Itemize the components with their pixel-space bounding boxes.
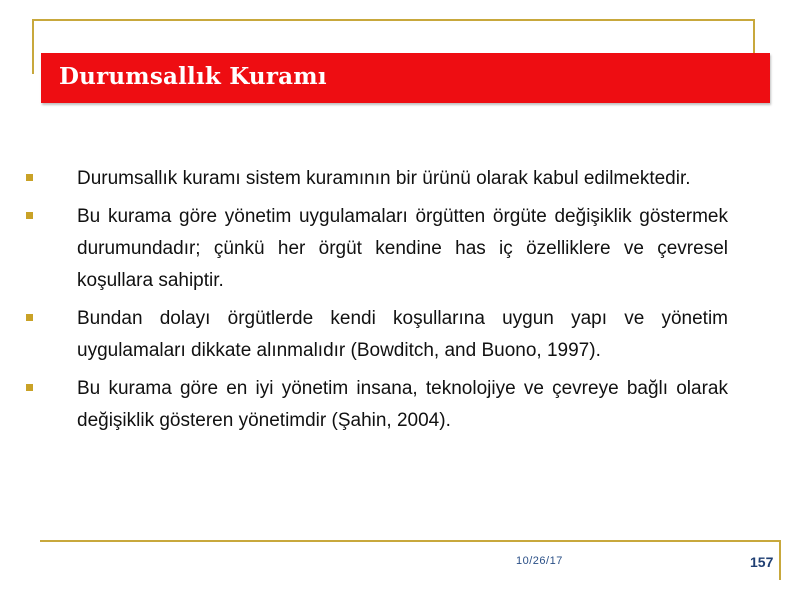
- bullet-text: Bu kurama göre yönetim uygulamaları örgütten örgüte değişiklik göstermek durumundadır; çünkü her örgüt kendine has iç özelliklere ve çevresel koşullara sahiptir.: [77, 206, 728, 291]
- footer-date: 10/26/17: [516, 555, 563, 567]
- square-bullet-icon: [26, 384, 33, 391]
- bullet-list: [26, 163, 728, 443]
- page-number: 157: [750, 554, 774, 570]
- bullet-item: [26, 201, 728, 297]
- bullet-text: Durumsallık kuramı sistem kuramının bir ürünü olarak kabul edilmektedir.: [77, 168, 691, 189]
- square-bullet-icon: [26, 174, 33, 181]
- title-bar: [41, 53, 770, 103]
- bullet-item: [26, 373, 728, 437]
- left-frame-line: [32, 19, 34, 74]
- top-frame-line: [32, 19, 755, 21]
- bullet-item: [26, 163, 728, 195]
- bullet-text: Bu kurama göre en iyi yönetim insana, teknolojiye ve çevreye bağlı olarak değişiklik gösteren yönetimdir (Şahin, 2004).: [77, 378, 728, 431]
- square-bullet-icon: [26, 314, 33, 321]
- slide-title: Durumsallık Kuramı: [59, 63, 327, 90]
- bottom-frame-line: [40, 540, 780, 542]
- bottom-right-frame-line: [779, 540, 781, 580]
- bullet-text: Bundan dolayı örgütlerde kendi koşullarına uygun yapı ve yönetim uygulamaları dikkate alınmalıdır (Bowditch, and Buono, 1997).: [77, 308, 728, 361]
- square-bullet-icon: [26, 212, 33, 219]
- bullet-item: [26, 303, 728, 367]
- right-frame-line: [753, 19, 755, 55]
